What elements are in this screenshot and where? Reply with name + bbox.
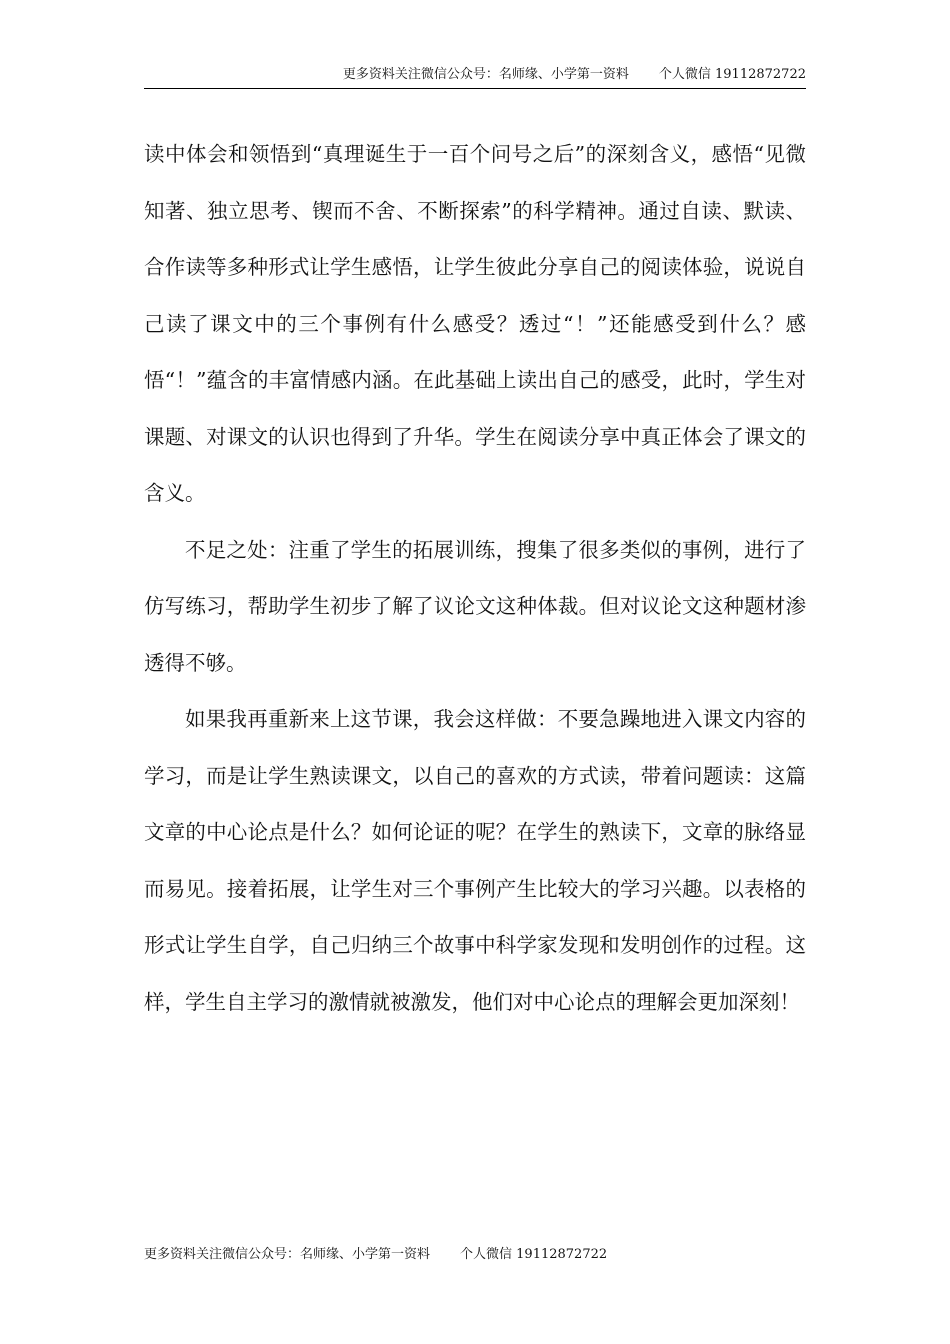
header-divider bbox=[144, 88, 806, 89]
paragraph-shortcomings: 不足之处：注重了学生的拓展训练，搜集了很多类似的事例，进行了仿写练习，帮助学生初步了解了议论文这种体裁。但对议论文这种题材渗透得不够。 bbox=[144, 537, 806, 675]
paragraph-improvement: 如果我再重新来上这节课，我会这样做：不要急躁地进入课文内容的学习，而是让学生熟读课文，以自己的喜欢的方式读，带着问题读：这篇文章的中心论点是什么？如何论证的呢？在学生的熟读下，文章的脉络显而易见。接着拓展，让学生对三个事例产生比较大的学习兴趣。以表格的形式让学生自学，自己归纳三个故事中科学家发现和发明创作的过程。这样，学生自主学习的激情就被激发，他们对中心论点的理解会更加深刻！ bbox=[144, 707, 806, 1014]
paragraph-continuation: 读中体会和领悟到“真理诞生于一百个问号之后”的深刻含义，感悟“见微知著、独立思考、锲而不舍、不断探索”的科学精神。通过自读、默读、合作读等多种形式让学生感悟，让学生彼此分享自己的阅读体验，说说自己读了课文中的三个事例有什么感受？透过“！”还能感受到什么？感悟“！”蕴含的丰富情感内涵。在此基础上读出自己的感受，此时，学生对课题、对课文的认识也得到了升华。学生在阅读分享中真正体会了课文的含义。 bbox=[144, 142, 806, 505]
footer-contact-text: 个人微信 19112872722 bbox=[460, 1247, 608, 1262]
header-contact-text: 个人微信 19112872722 bbox=[658, 67, 806, 82]
header-promo-text: 更多资料关注微信公众号：名师缘、小学第一资料 bbox=[342, 67, 629, 82]
body-content bbox=[144, 126, 806, 1030]
footer-promo-text: 更多资料关注微信公众号：名师缘、小学第一资料 bbox=[144, 1247, 431, 1262]
page-header bbox=[144, 64, 806, 86]
page-footer bbox=[144, 1244, 607, 1266]
